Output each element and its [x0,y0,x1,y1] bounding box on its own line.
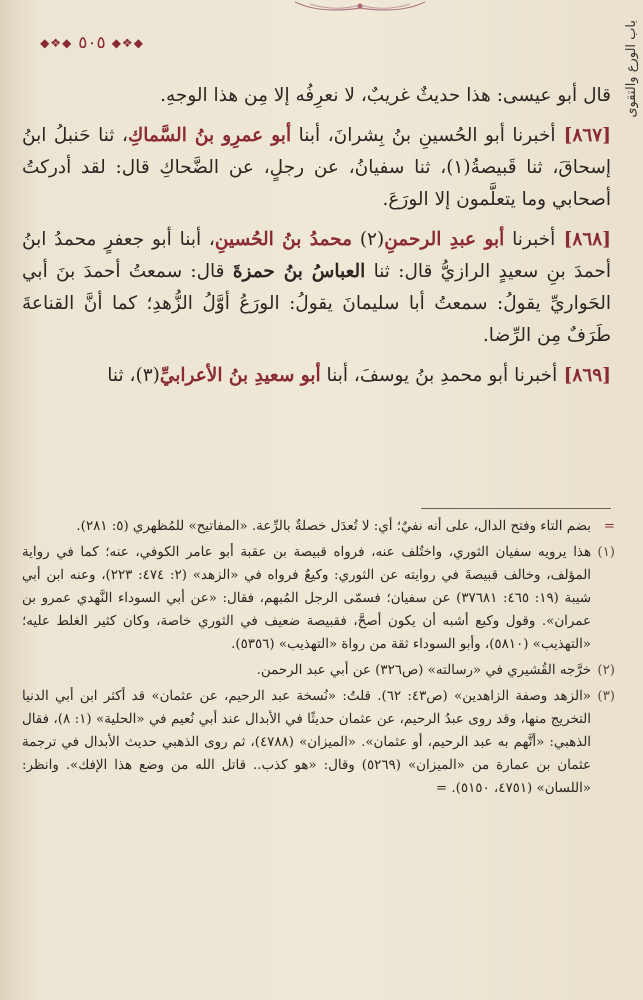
narrator-name: محمدُ بنُ الحُسينِ [214,229,353,250]
paragraph-text: قال: سمعتُ أحمدَ بنَ أبي الحَواريِّ يقولُ: سمعتُ أبا سليمانَ يقولُ: الورَعُ أوَّلُ الزُّهدِ؛ كما أنَّ القناعةَ طَرَفٌ مِن الرِّضا. [22,261,611,346]
footnote-text: خرَّجه القُشيري في «رسالته» (ص٣٢٦) عن أبي عبد الرحمن. [256,663,591,678]
narrator-name: أبو عمرِو بنُ السَّماكِ [127,125,292,146]
paragraph-text: العباسُ بنُ حمزةَ [232,261,366,282]
hadith-number: [٨٦٧] [555,125,612,146]
footnote-marker: (١) [597,545,615,560]
footnote-text: «الزهد وصفة الزاهدين» (ص٤٣: ٦٢). قلتُ: «نُسخة عبد الرحيم، عن عثمان» قد أكثر ابن أبي الدنيا التخريج منها، وقد روى عبدُ الرحيم، عن عثمان حديثًا في الأبدال عند أبي نُعيم في «الحلية» (١: ٨)، فقال الذهبي: «أتَّهم به عبد الرحيم، أو عثمان». «الميزان» (٤٧٨٨)، ثم روى الذهبي حديث الأبدال في ترجمة عثمان بن عمارة من «الميزان» (٥٢٦٩) وقال: «هو كذب.. قاتل الله من وضع هذا الإفك». وانظر: «اللسان» (٤٧٥١، ٥١٥٠). = [22,689,592,796]
ornament-left-icon: ◆❖◆ [40,36,73,50]
footnote [22,685,615,800]
footnote-marker: (٢) [597,663,615,678]
paragraph-text: أخبرنا [504,229,556,250]
paragraph-text: أخبرنا أبو محمدِ بنُ يوسفَ، أبنا [320,365,558,386]
paragraph [22,120,611,216]
paragraph-text: (٣)، ثنا [107,365,160,386]
narrator-name: أبو عبدِ الرحمنِ [384,229,505,250]
footnote-text: هذا يرويه سفيان الثوري، واختُلف عنه، فرواه قبيصة بن عقبة أبو عامر الكوفي، عنه؛ كما في رواية المؤلف، وخالف قبيصةَ في روايته عن الثوري: وكيعٌ فرواه في «الزهد» (٢: ٤٧٤: ٢٢٣)، وعنه ابن أبي شيبة (١٩: ٤٦٥: ٣٧٦٨١) عن سفيان؛ فسمّى الرجل المُبهم، فقال: «عن أبي السوداء النَّهدي عمرو بن عمران». وقول وكيع أشبه أن يكون أصحَّ، فقبيصة ضعيف في الثوري خاصة، وكان كثير الغلط عليه؛ «التهذيب» (٥٨١٠)، وأبو السوداء ثقة من رواة «التهذيب» (٥٣٥٦). [22,545,591,652]
paragraph [22,224,611,352]
paragraph [22,80,611,112]
footnote [22,515,615,538]
paragraph-text: ، ثنا حَنبلُ ابنُ إسحاقَ، ثنا قَبيصةُ(١)، ثنا سفيانُ، عن رجلٍ، عن الضَّحاكِ قال: لقد أدركتُ أصحابي وما يتعلَّمون إلا الورَعَ. [22,125,611,210]
ornament-right-icon: ◆❖◆ [111,36,144,50]
main-text [22,80,611,400]
footnote-text: بضم التاء وفتح الدال، على أنه نفيٌ؛ أي: لا تُعدَل خصلةٌ بالرِّعة. «المفاتيح» للمُظهري (٥: ٢٨١). [76,519,591,534]
paragraph-text: أخبرنا أبو الحُسينِ بنُ بِشرانَ، أبنا [291,125,556,146]
footnote [22,659,615,682]
page-number: ٥٠٥ [78,33,106,53]
paragraph-text: ، أبنا أبو جعفرٍ محمدُ ابنُ أحمدَ بنِ سعيدٍ الرازيُّ قال: ثنا [22,229,611,282]
footnotes [22,515,615,803]
page-number-ornament [32,30,152,56]
paragraph [22,360,611,392]
hadith-number: [٨٦٨] [555,229,611,250]
paragraph-text: (٢) [352,229,385,250]
top-ornament [290,0,430,16]
footnote-separator [421,508,611,509]
footnote [22,541,615,656]
chapter-title: باب الورع والتقوى [624,20,639,118]
footnote-marker: = [603,519,615,534]
narrator-name: أبو سعيدِ بنُ الأعرابيِّ [159,365,321,386]
footnote-marker: (٣) [597,689,615,704]
paragraph-text: قال أبو عيسى: هذا حديثٌ غريبٌ، لا نعرِفُه إلا مِن هذا الوجهِ. [160,85,611,106]
page-header [22,30,621,58]
hadith-number: [٨٦٩] [557,365,611,386]
